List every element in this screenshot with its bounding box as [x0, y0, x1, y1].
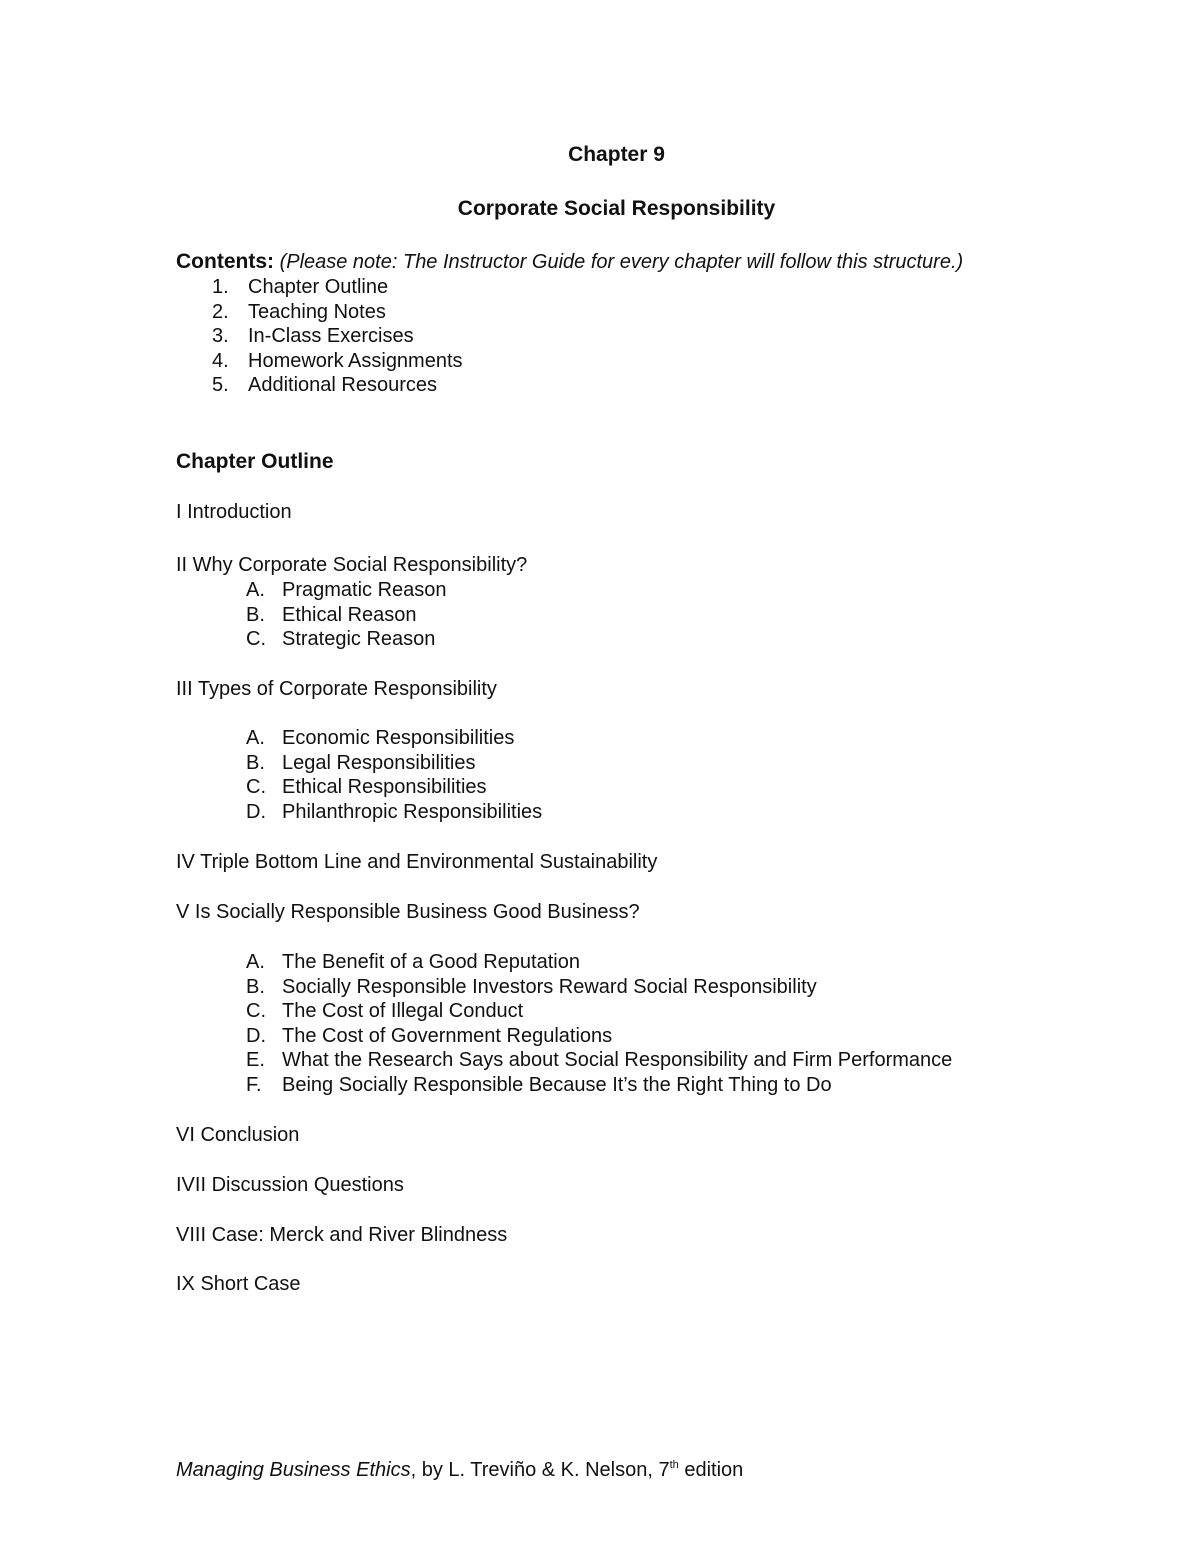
chapter-title: Corporate Social Responsibility: [457, 197, 776, 220]
list-item: B. Ethical Reason: [246, 603, 417, 626]
list-item: A. Pragmatic Reason: [246, 579, 447, 601]
list-item: A. Economic Responsibilities: [246, 727, 515, 749]
outline-section-title: V Is Socially Responsible Business Good Business?: [176, 901, 640, 923]
footer-superscript: th: [669, 1459, 679, 1471]
outline-sublist: [246, 950, 952, 1098]
contents-note: (Please note: The Instructor Guide for every chapter will follow this structure.): [279, 251, 964, 273]
page-footer: [176, 1458, 743, 1483]
list-item: 4. Homework Assignments: [212, 349, 463, 372]
list-item: F. Being Socially Responsible Because It’s the Right Thing to Do: [246, 1073, 832, 1096]
list-item: 3. In-Class Exercises: [212, 325, 414, 348]
chapter-number: Chapter 9: [568, 143, 665, 166]
outline-section-title: II Why Corporate Social Responsibility?: [176, 554, 528, 576]
footer-book-title: Managing Business Ethics: [176, 1459, 411, 1481]
footer-edition: edition: [678, 1459, 744, 1481]
list-item: C. Strategic Reason: [246, 628, 436, 651]
list-item: 1. Chapter Outline: [212, 276, 389, 298]
list-item: 2. Teaching Notes: [212, 300, 386, 323]
outline-section-title: IVII Discussion Questions: [176, 1174, 404, 1196]
outline-sublist: [246, 578, 447, 652]
footer-authors: , by L. Treviño & K. Nelson, 7: [410, 1459, 670, 1481]
list-item: E. What the Research Says about Social Responsibility and Firm Performance: [246, 1049, 953, 1072]
outline-section-title: I Introduction: [176, 501, 292, 523]
list-item: D. The Cost of Government Regulations: [246, 1024, 613, 1047]
list-item: B. Legal Responsibilities: [246, 751, 476, 774]
outline-section-title: IV Triple Bottom Line and Environmental Sustainability: [176, 851, 658, 873]
outline-section-title: VI Conclusion: [176, 1124, 300, 1146]
outline-section-title: VIII Case: Merck and River Blindness: [176, 1224, 508, 1246]
list-item: C. The Cost of Illegal Conduct: [246, 1000, 524, 1023]
list-item: D. Philanthropic Responsibilities: [246, 800, 543, 823]
contents-line: [176, 250, 963, 275]
list-item: B. Socially Responsible Investors Reward Social Responsibility: [246, 975, 817, 998]
contents-label: Contents:: [176, 250, 274, 273]
contents-list: [212, 275, 463, 398]
list-item: 5. Additional Resources: [212, 374, 437, 397]
list-item: C. Ethical Responsibilities: [246, 776, 487, 799]
list-item: A. The Benefit of a Good Reputation: [246, 951, 580, 973]
outline-heading: Chapter Outline: [176, 450, 334, 473]
outline-section-title: III Types of Corporate Responsibility: [176, 678, 497, 700]
outline-section-title: IX Short Case: [176, 1273, 301, 1295]
outline-sublist: [246, 726, 542, 824]
